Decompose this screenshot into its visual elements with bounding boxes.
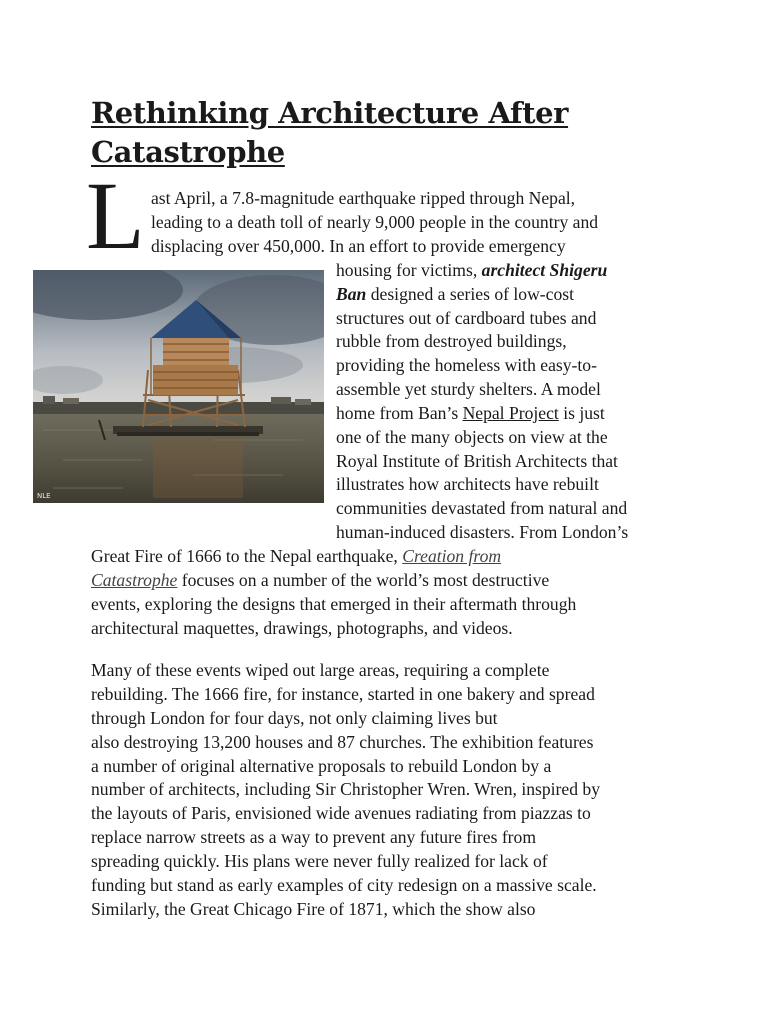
p1-line-16-pre: Great Fire of 1666 to the Nepal earthquake,	[91, 546, 403, 566]
p1-line-16	[91, 545, 501, 569]
p1-line-12: Royal Institute of British Architects that	[336, 451, 618, 471]
p2-line-9: spreading quickly. His plans were never fully realized for lack of	[91, 851, 548, 871]
p1-line-7: rubble from destroyed buildings,	[336, 331, 567, 351]
p1-line-19: architectural maquettes, drawings, photographs, and videos.	[91, 618, 513, 638]
architect-name-bold: architect Shigeru	[481, 260, 608, 280]
drop-cap: L	[86, 162, 145, 269]
architect-surname-bold: Ban	[336, 284, 367, 304]
p1-line-18: events, exploring the designs that emerged in their aftermath through	[91, 594, 577, 614]
catastrophe-link[interactable]: Catastrophe	[91, 570, 178, 590]
p1-line-5-text: designed a series of low-cost	[366, 284, 574, 304]
p1-line-5	[336, 283, 574, 307]
p2-line-1: Many of these events wiped out large areas, requiring a complete	[91, 660, 550, 680]
p1-line-13: illustrates how architects have rebuilt	[336, 474, 599, 494]
p1-line-4-text: housing for victims,	[336, 260, 482, 280]
p1-line-9: assemble yet sturdy shelters. A model	[336, 379, 601, 399]
p1-line-1: ast April, a 7.8-magnitude earthquake ripped through Nepal,	[151, 188, 576, 208]
p2-line-7: the layouts of Paris, envisioned wide avenues radiating from piazzas to	[91, 803, 591, 823]
p2-line-8: replace narrow streets as a way to prevent any future fires from	[91, 827, 537, 847]
title-line-2: Catastrophe	[91, 135, 285, 169]
p1-line-17	[91, 569, 549, 593]
title-line-1: Rethinking Architecture After	[91, 96, 569, 130]
p1-line-17-post: focuses on a number of the world’s most destructive	[177, 570, 550, 590]
p1-line-8: providing the homeless with easy-to-	[336, 355, 597, 375]
floating-school-photo	[33, 270, 324, 503]
photo-credit: NLE	[37, 492, 51, 500]
article-title	[91, 94, 651, 172]
p2-line-2: rebuilding. The 1666 fire, for instance, started in one bakery and spread	[91, 684, 595, 704]
p2-line-11: Similarly, the Great Chicago Fire of 1871, which the show also	[91, 899, 536, 919]
p1-line-4	[336, 259, 607, 283]
nepal-project-link[interactable]: Nepal Project	[462, 403, 559, 423]
creation-from-catastrophe-link[interactable]: Creation from	[402, 546, 502, 566]
p1-line-3: displacing over 450,000. In an effort to provide emergency	[151, 236, 566, 256]
p1-line-14: communities devastated from natural and	[336, 498, 628, 518]
p1-line-11: one of the many objects on view at the	[336, 427, 608, 447]
p2-line-5: a number of original alternative proposals to rebuild London by a	[91, 756, 552, 776]
p1-line-2: leading to a death toll of nearly 9,000 people in the country and	[151, 212, 599, 232]
p2-line-4: also destroying 13,200 houses and 87 churches. The exhibition features	[91, 732, 594, 752]
p1-line-10-pre: home from Ban’s	[336, 403, 463, 423]
p2-line-6: number of architects, including Sir Christopher Wren. Wren, inspired by	[91, 779, 601, 799]
p1-line-10	[336, 402, 605, 426]
p2-line-3: through London for four days, not only claiming lives but	[91, 708, 498, 728]
p2-line-10: funding but stand as early examples of city redesign on a massive scale.	[91, 875, 597, 895]
p1-line-10-post: is just	[558, 403, 605, 423]
p1-line-6: structures out of cardboard tubes and	[336, 308, 597, 328]
p1-line-15: human-induced disasters. From London’s	[336, 522, 629, 542]
